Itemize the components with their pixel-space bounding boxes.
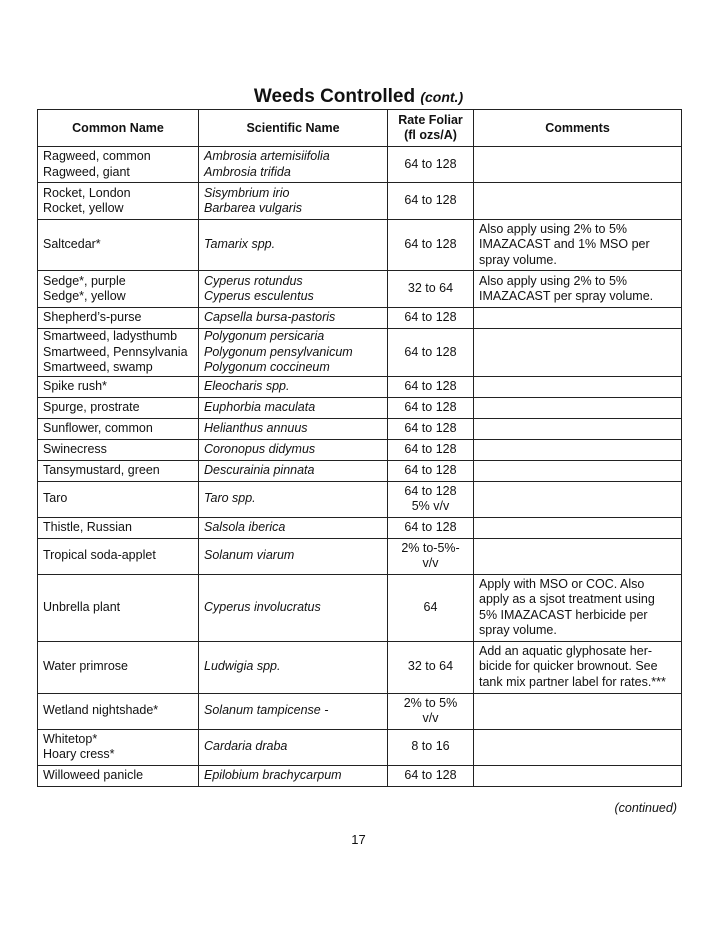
scientific-name-cell bbox=[199, 765, 388, 786]
comments-cell bbox=[474, 397, 682, 418]
comments-cell bbox=[474, 693, 682, 729]
scientific-name-cell-line: Helianthus annuus bbox=[204, 420, 308, 435]
common-name-cell-line: Sedge*, purple bbox=[43, 273, 126, 288]
comments-cell-line: Apply with MSO or COC. Also bbox=[479, 576, 645, 591]
header-rate-line1: Rate Foliar bbox=[398, 113, 463, 127]
rate-cell-line: 64 to 128 bbox=[404, 483, 457, 498]
scientific-name-cell bbox=[199, 271, 388, 308]
common-name-cell-line: Shepherd’s-purse bbox=[43, 310, 142, 325]
common-name-cell-line: Rocket, London bbox=[43, 185, 131, 200]
rate-cell-line: 64 to 128 bbox=[404, 344, 457, 359]
common-name-cell bbox=[38, 693, 199, 729]
table-row bbox=[38, 439, 682, 460]
rate-cell-line: 64 to 128 bbox=[404, 399, 457, 414]
header-scientific-name: Scientific Name bbox=[199, 110, 388, 147]
common-name-cell-line: Taro bbox=[43, 491, 68, 506]
common-name-cell bbox=[38, 418, 199, 439]
scientific-name-cell bbox=[199, 183, 388, 220]
rate-cell bbox=[388, 481, 474, 517]
scientific-name-cell-line: Tamarix spp. bbox=[204, 237, 276, 252]
common-name-cell-line: Whitetop* bbox=[43, 731, 98, 746]
comments-cell bbox=[474, 329, 682, 377]
scientific-name-cell-line: Descurainia pinnata bbox=[204, 462, 315, 477]
common-name-cell bbox=[38, 183, 199, 220]
comments-cell bbox=[474, 574, 682, 641]
rate-cell-line: v/v bbox=[422, 556, 439, 570]
rate-cell-line: 64 to 128 bbox=[404, 420, 457, 435]
comments-cell-line: Also apply using 2% to 5% bbox=[479, 273, 628, 288]
scientific-name-cell-line: Coronopus didymus bbox=[204, 441, 316, 456]
rate-cell bbox=[388, 693, 474, 729]
scientific-name-cell-line: Ludwigia spp. bbox=[204, 659, 281, 674]
table-row bbox=[38, 641, 682, 693]
comments-cell bbox=[474, 439, 682, 460]
common-name-cell bbox=[38, 460, 199, 481]
title-suffix: (cont.) bbox=[420, 89, 464, 105]
rate-cell-line: 64 to 128 bbox=[404, 237, 457, 252]
common-name-cell-line: Willoweed panicle bbox=[43, 767, 144, 782]
scientific-name-cell bbox=[199, 729, 388, 765]
common-name-cell-line: Ragweed, giant bbox=[43, 164, 130, 179]
comments-cell bbox=[474, 147, 682, 183]
scientific-name-cell bbox=[199, 460, 388, 481]
rate-cell bbox=[388, 460, 474, 481]
comments-cell bbox=[474, 418, 682, 439]
scientific-name-cell bbox=[199, 517, 388, 538]
common-name-cell bbox=[38, 376, 199, 397]
rate-cell-line: 5% v/v bbox=[411, 499, 450, 513]
scientific-name-cell-line: Ambrosia trifida bbox=[204, 164, 291, 179]
header-common-name: Common Name bbox=[38, 110, 199, 147]
common-name-cell-line: Smartweed, swamp bbox=[43, 360, 153, 374]
comments-cell bbox=[474, 481, 682, 517]
comments-cell-line: spray volume. bbox=[479, 252, 557, 267]
common-name-cell bbox=[38, 481, 199, 517]
page-title bbox=[0, 86, 717, 108]
rate-cell-line: 32 to 64 bbox=[407, 281, 454, 296]
scientific-name-cell-line: Sisymbrium irio bbox=[204, 185, 290, 200]
header-comments: Comments bbox=[474, 110, 682, 147]
rate-cell bbox=[388, 418, 474, 439]
scientific-name-cell bbox=[199, 641, 388, 693]
table-row bbox=[38, 220, 682, 271]
weeds-table-body bbox=[38, 147, 682, 787]
scientific-name-cell-line: Ambrosia artemisiifolia bbox=[204, 149, 330, 163]
common-name-cell-line: Water primrose bbox=[43, 659, 128, 674]
table-row bbox=[38, 481, 682, 517]
table-row bbox=[38, 271, 682, 308]
header-row bbox=[38, 110, 682, 147]
comments-cell-line: spray volume. bbox=[479, 623, 557, 637]
comments-cell bbox=[474, 538, 682, 574]
scientific-name-cell bbox=[199, 418, 388, 439]
scientific-name-cell bbox=[199, 308, 388, 329]
page-number: 17 bbox=[351, 832, 366, 847]
rate-cell-line: 64 to 128 bbox=[404, 441, 457, 456]
comments-cell-line: 5% IMAZACAST herbicide per bbox=[479, 607, 648, 622]
table-row bbox=[38, 693, 682, 729]
scientific-name-cell-line: Euphorbia maculata bbox=[204, 399, 316, 414]
common-name-cell-line: Spike rush* bbox=[43, 378, 107, 393]
rate-cell-line: 64 to 128 bbox=[404, 310, 457, 325]
common-name-cell bbox=[38, 147, 199, 183]
scientific-name-cell-line: Cyperus rotundus bbox=[204, 273, 303, 288]
table-row bbox=[38, 460, 682, 481]
title-main: Weeds Controlled bbox=[253, 86, 416, 107]
rate-cell bbox=[388, 376, 474, 397]
common-name-cell-line: Saltcedar* bbox=[43, 237, 101, 252]
scientific-name-cell-line: Barbarea vulgaris bbox=[204, 201, 302, 215]
common-name-cell-line: Tropical soda-applet bbox=[43, 548, 156, 563]
common-name-cell-line: Thistle, Russian bbox=[43, 519, 132, 534]
comments-cell bbox=[474, 765, 682, 786]
table-row bbox=[38, 574, 682, 641]
rate-cell bbox=[388, 439, 474, 460]
rate-cell bbox=[388, 729, 474, 765]
header-rate-line2: (fl ozs/A) bbox=[404, 128, 457, 142]
scientific-name-cell bbox=[199, 693, 388, 729]
common-name-cell-line: Hoary cress* bbox=[43, 747, 115, 761]
rate-cell bbox=[388, 517, 474, 538]
table-row bbox=[38, 418, 682, 439]
rate-cell-line: 64 to 128 bbox=[404, 462, 457, 477]
comments-cell bbox=[474, 460, 682, 481]
table-row bbox=[38, 329, 682, 377]
rate-cell-line: v/v bbox=[422, 711, 439, 725]
common-name-cell-line: Rocket, yellow bbox=[43, 201, 124, 215]
rate-cell bbox=[388, 397, 474, 418]
rate-cell bbox=[388, 641, 474, 693]
scientific-name-cell-line: Eleocharis spp. bbox=[204, 378, 290, 393]
rate-cell-line: 2% to-5%- bbox=[401, 540, 460, 555]
comments-cell bbox=[474, 220, 682, 271]
common-name-cell bbox=[38, 538, 199, 574]
rate-cell-line: 8 to 16 bbox=[411, 739, 450, 754]
scientific-name-cell-line: Polygonum pensylvanicum bbox=[204, 344, 353, 359]
comments-cell bbox=[474, 641, 682, 693]
scientific-name-cell-line: Cardaria draba bbox=[204, 739, 288, 754]
common-name-cell bbox=[38, 308, 199, 329]
rate-cell-line: 64 to 128 bbox=[404, 156, 457, 171]
scientific-name-cell bbox=[199, 329, 388, 377]
common-name-cell-line: Smartweed, Pennsylvania bbox=[43, 344, 188, 359]
scientific-name-cell bbox=[199, 538, 388, 574]
common-name-cell-line: Smartweed, ladysthumb bbox=[43, 329, 178, 343]
scientific-name-cell-line: Taro spp. bbox=[204, 491, 256, 506]
scientific-name-cell-line: Cyperus involucratus bbox=[204, 599, 321, 614]
rate-cell-line: 64 to 128 bbox=[404, 193, 457, 208]
scientific-name-cell bbox=[199, 481, 388, 517]
rate-cell bbox=[388, 147, 474, 183]
common-name-cell bbox=[38, 517, 199, 538]
rate-cell bbox=[388, 329, 474, 377]
table-row bbox=[38, 538, 682, 574]
scientific-name-cell bbox=[199, 397, 388, 418]
comments-cell-line: IMAZACAST per spray volume. bbox=[479, 289, 654, 303]
comments-cell-line: Also apply using 2% to 5% bbox=[479, 221, 628, 236]
scientific-name-cell-line: Capsella bursa-pastoris bbox=[204, 310, 336, 325]
common-name-cell-line: Swinecress bbox=[43, 441, 107, 456]
comments-cell bbox=[474, 517, 682, 538]
scientific-name-cell bbox=[199, 220, 388, 271]
rate-cell bbox=[388, 765, 474, 786]
scientific-name-cell-line: Epilobium brachycarpum bbox=[204, 767, 342, 782]
continued-note: (continued) bbox=[614, 801, 677, 815]
comments-cell bbox=[474, 308, 682, 329]
comments-cell-line: bicide for quicker brownout. See bbox=[479, 659, 658, 674]
common-name-cell bbox=[38, 729, 199, 765]
table-row bbox=[38, 308, 682, 329]
comments-cell bbox=[474, 183, 682, 220]
common-name-cell-line: Spurge, prostrate bbox=[43, 399, 140, 414]
scientific-name-cell bbox=[199, 574, 388, 641]
common-name-cell-line: Ragweed, common bbox=[43, 149, 151, 163]
common-name-cell-line: Tansymustard, green bbox=[43, 462, 160, 477]
table-row bbox=[38, 376, 682, 397]
rate-cell-line: 64 bbox=[423, 599, 438, 614]
comments-cell bbox=[474, 376, 682, 397]
rate-cell-line: 64 to 128 bbox=[404, 767, 457, 782]
common-name-cell bbox=[38, 574, 199, 641]
scientific-name-cell bbox=[199, 439, 388, 460]
table-row bbox=[38, 183, 682, 220]
header-rate-foliar bbox=[388, 110, 474, 147]
common-name-cell-line: Sedge*, yellow bbox=[43, 289, 126, 303]
table-row bbox=[38, 517, 682, 538]
rate-cell bbox=[388, 183, 474, 220]
rate-cell-line: 2% to 5% bbox=[403, 695, 458, 710]
common-name-cell-line: Sunflower, common bbox=[43, 420, 153, 435]
scientific-name-cell-line: Polygonum coccineum bbox=[204, 360, 330, 374]
common-name-cell bbox=[38, 397, 199, 418]
common-name-cell bbox=[38, 220, 199, 271]
rate-cell-line: 32 to 64 bbox=[407, 659, 454, 674]
scientific-name-cell bbox=[199, 376, 388, 397]
rate-cell-line: 64 to 128 bbox=[404, 378, 457, 393]
comments-cell-line: apply as a sjsot treatment using bbox=[479, 592, 655, 606]
common-name-cell bbox=[38, 329, 199, 377]
rate-cell bbox=[388, 308, 474, 329]
common-name-cell bbox=[38, 439, 199, 460]
table-row bbox=[38, 397, 682, 418]
rate-cell bbox=[388, 538, 474, 574]
common-name-cell bbox=[38, 271, 199, 308]
table-row bbox=[38, 729, 682, 765]
scientific-name-cell-line: Solanum viarum bbox=[204, 548, 295, 563]
comments-cell bbox=[474, 729, 682, 765]
common-name-cell-line: Wetland nightshade* bbox=[43, 703, 159, 718]
rate-cell-line: 64 to 128 bbox=[404, 519, 457, 534]
scientific-name-cell-line: Solanum tampicense - bbox=[204, 703, 329, 718]
comments-cell-line: tank mix partner label for rates.*** bbox=[479, 674, 666, 689]
comments-cell-line: IMAZACAST and 1% MSO per bbox=[479, 237, 650, 252]
rate-cell bbox=[388, 220, 474, 271]
table-row bbox=[38, 147, 682, 183]
common-name-cell-line: Unbrella plant bbox=[43, 599, 121, 614]
comments-cell bbox=[474, 271, 682, 308]
table-row bbox=[38, 765, 682, 786]
scientific-name-cell-line: Polygonum persicaria bbox=[204, 329, 325, 343]
scientific-name-cell-line: Cyperus esculentus bbox=[204, 289, 314, 303]
rate-cell bbox=[388, 271, 474, 308]
comments-cell-line: Add an aquatic glyphosate her- bbox=[479, 643, 653, 658]
common-name-cell bbox=[38, 641, 199, 693]
scientific-name-cell bbox=[199, 147, 388, 183]
rate-cell bbox=[388, 574, 474, 641]
scientific-name-cell-line: Salsola iberica bbox=[204, 519, 286, 534]
weeds-table bbox=[37, 109, 682, 787]
common-name-cell bbox=[38, 765, 199, 786]
